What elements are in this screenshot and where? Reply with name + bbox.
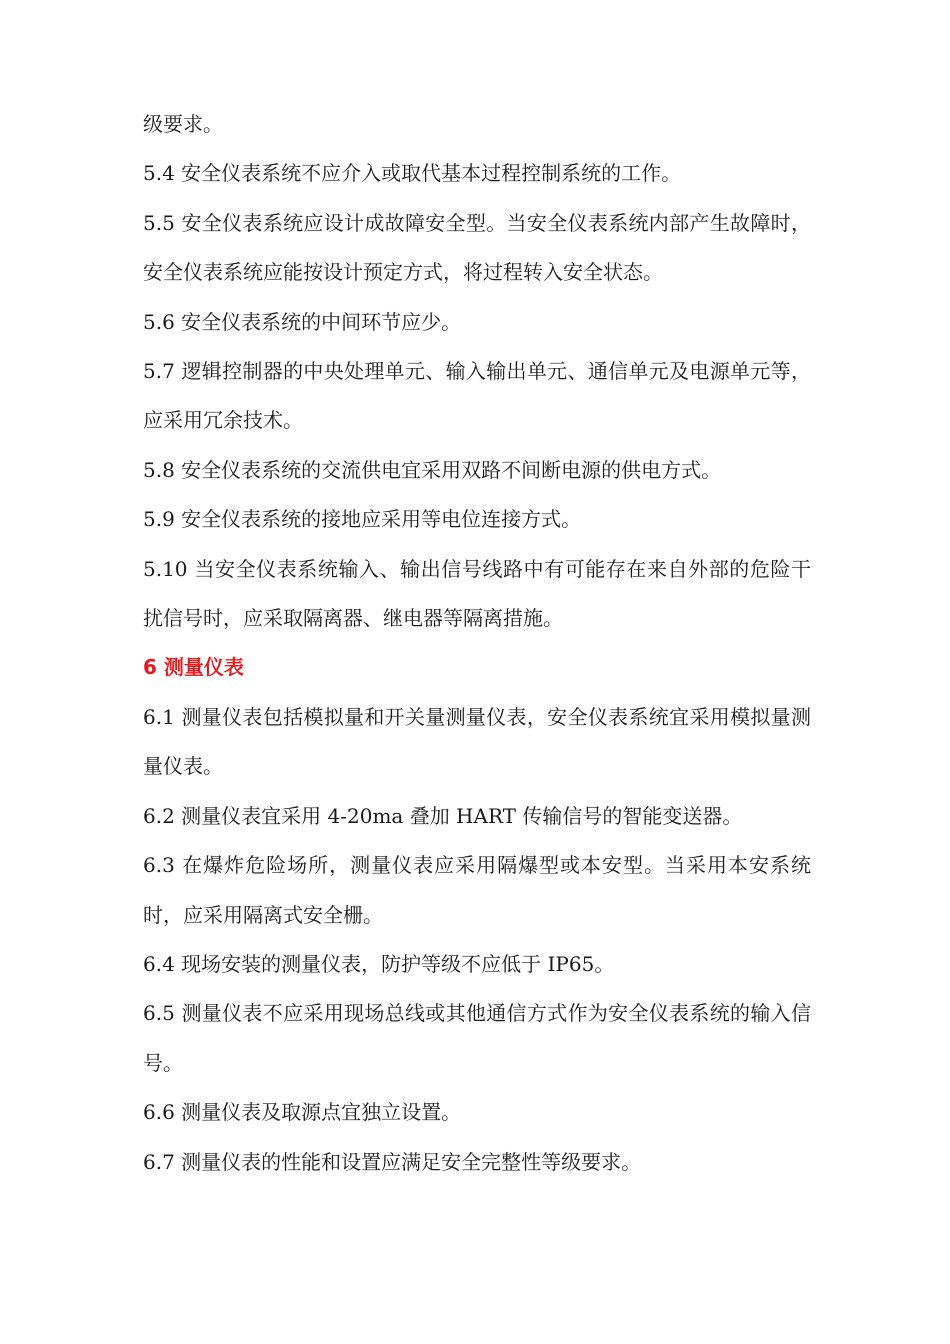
clause-6-7: 6.7 测量仪表的性能和设置应满足安全完整性等级要求。 bbox=[143, 1149, 642, 1174]
clause-6-4: 6.4 现场安装的测量仪表，防护等级不应低于 IP65。 bbox=[143, 951, 615, 976]
clause-6-3: 6.3 在爆炸危险场所，测量仪表应采用隔爆型或本安型。当采用本安系统时，应采用隔离式安全栅。 bbox=[143, 853, 811, 927]
clause-6-1: 6.1 测量仪表包括模拟量和开关量测量仪表，安全仪表系统宜采用模拟量测量仪表。 bbox=[143, 704, 811, 779]
clause-5-7: 5.7 逻辑控制器的中央处理单元、输入输出单元、通信单元及电源单元等，应采用冗余技术。 bbox=[143, 359, 811, 433]
clause-5-4: 5.4 安全仪表系统不应介入或取代基本过程控制系统的工作。 bbox=[143, 161, 682, 186]
paragraph-continuation: 级要求。 bbox=[143, 112, 223, 136]
section-heading: 6 测量仪表 bbox=[143, 655, 244, 680]
clause-5-10: 5.10 当安全仪表系统输入、输出信号线路中有可能存在来自外部的危险干扰信号时，应采取隔离器、继电器等隔离措施。 bbox=[143, 556, 811, 631]
clause-6-5: 6.5 测量仪表不应采用现场总线或其他通信方式作为安全仪表系统的输入信号。 bbox=[143, 1001, 811, 1075]
clause-5-9: 5.9 安全仪表系统的接地应采用等电位连接方式。 bbox=[143, 507, 582, 532]
clause-5-5: 5.5 安全仪表系统应设计成故障安全型。当安全仪表系统内部产生故障时，安全仪表系统应能按设计预定方式，将过程转入安全状态。 bbox=[143, 210, 811, 285]
clause-5-6: 5.6 安全仪表系统的中间环节应少。 bbox=[143, 309, 462, 334]
clause-5-8: 5.8 安全仪表系统的交流供电宜采用双路不间断电源的供电方式。 bbox=[143, 457, 722, 482]
clause-6-2: 6.2 测量仪表宜采用 4-20ma 叠加 HART 传输信号的智能变送器。 bbox=[143, 803, 743, 828]
clause-6-6: 6.6 测量仪表及取源点宜独立设置。 bbox=[143, 1100, 462, 1125]
document-body bbox=[143, 100, 811, 1187]
